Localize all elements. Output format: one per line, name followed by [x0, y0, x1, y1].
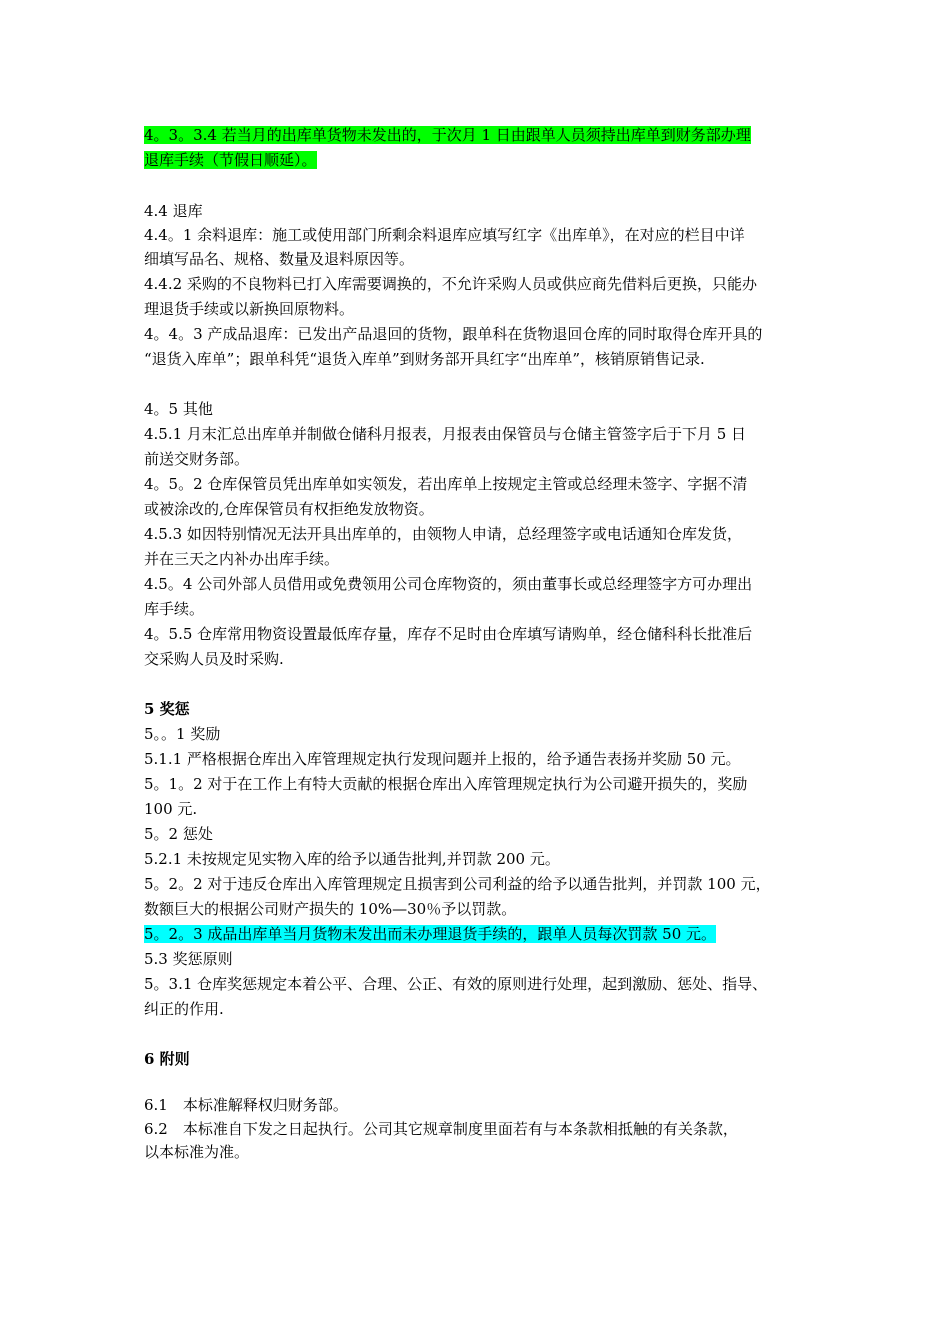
paragraph-line: 6.2 本标准自下发之日起执行。公司其它规章制度里面若有与本条款相抵触的有关条款，: [144, 1120, 738, 1138]
paragraph-line: 以本标准为准。: [144, 1143, 250, 1161]
paragraph-line: 4。5.5 仓库常用物资设置最低库存量，库存不足时由仓库填写请购单，经仓储科科长批准后: [144, 625, 753, 643]
highlighted-paragraph-line: 4。3。3.4 若当月的出库单货物未发出的，于次月 1 日由跟单人员须持出库单到财务部办理: [144, 126, 751, 144]
paragraph-line: 5.1.1 严格根据仓库出入库管理规定执行发现问题并上报的，给予通告表扬并奖励 50 元。: [144, 750, 741, 768]
paragraph-line: 4.4.2 采购的不良物料已打入库需要调换的，不允许采购人员或供应商先借料后更换，只能办: [144, 275, 757, 293]
paragraph-line: 交采购人员及时采购.: [144, 650, 284, 668]
paragraph-line: 前送交财务部。: [144, 450, 250, 468]
paragraph-line: 5。2。2 对于违反仓库出入库管理规定且损害到公司利益的给予以通告批判，并罚款 100 元，: [144, 875, 771, 893]
highlighted-paragraph-line: 5。2。3 成品出库单当月货物未发出而未办理退货手续的，跟单人员每次罚款 50 元。: [144, 925, 717, 943]
paragraph-line: 4.5。4 公司外部人员借用或免费领用公司仓库物资的，须由董事长或总经理签字方可办理出: [144, 575, 753, 593]
paragraph-line: 理退货手续或以新换回原物料。: [144, 300, 355, 318]
paragraph-line: “退货入库单”；跟单科凭“退货入库单”到财务部开具红字“出库单”，核销原销售记录.: [144, 350, 705, 368]
section-heading-4-5: 4。5 其他: [144, 400, 213, 418]
highlighted-paragraph-line: 退库手续（节假日顺延）。: [144, 151, 317, 169]
paragraph-line: 5.2.1 未按规定见实物入库的给予以通告批判,并罚款 200 元。: [144, 850, 560, 868]
paragraph-line: 或被涂改的,仓库保管员有权拒绝发放物资。: [144, 500, 434, 518]
paragraph-line: 4.5.3 如因特别情况无法开具出库单的，由领物人申请，总经理签字或电话通知仓库发货，: [144, 525, 742, 543]
paragraph-line: 100 元.: [144, 800, 198, 818]
subsection-heading: 5.3 奖惩原则: [144, 950, 233, 968]
paragraph-line: 4.4。1 余料退库：施工或使用部门所剩余料退库应填写红字《出库单》，在对应的栏目中详: [144, 226, 745, 244]
paragraph-line: 细填写品名、规格、数量及退料原因等。: [144, 250, 415, 268]
paragraph-line: 6.1 本标准解释权归财务部。: [144, 1096, 348, 1114]
section-heading-6: 6 附则: [144, 1050, 190, 1068]
section-heading-5: 5 奖惩: [144, 700, 190, 718]
paragraph-line: 并在三天之内补办出库手续。: [144, 550, 340, 568]
section-heading-4-4: 4.4 退库: [144, 202, 203, 220]
subsection-heading: 5。。1 奖励: [144, 725, 221, 743]
paragraph-line: 4.5.1 月末汇总出库单并制做仓储科月报表，月报表由保管员与仓储主管签字后于下月 5 日: [144, 425, 747, 443]
paragraph-line: 5。1。2 对于在工作上有特大贡献的根据仓库出入库管理规定执行为公司避开损失的，奖励: [144, 775, 748, 793]
subsection-heading: 5。2 惩处: [144, 825, 213, 843]
paragraph-line: 4。5。2 仓库保管员凭出库单如实领发，若出库单上按规定主管或总经理未签字、字据不清: [144, 475, 748, 493]
paragraph-line: 纠正的作用.: [144, 1000, 224, 1018]
paragraph-line: 库手续。: [144, 600, 205, 618]
paragraph-line: 4。4。3 产成品退库：已发出产品退回的货物，跟单科在货物退回仓库的同时取得仓库开具的: [144, 325, 763, 343]
paragraph-line: 数额巨大的根据公司财产损失的 10%—30％予以罚款。: [144, 900, 517, 918]
paragraph-line: 5。3.1 仓库奖惩规定本着公平、合理、公正、有效的原则进行处理，起到激励、惩处、指导、: [144, 975, 768, 993]
